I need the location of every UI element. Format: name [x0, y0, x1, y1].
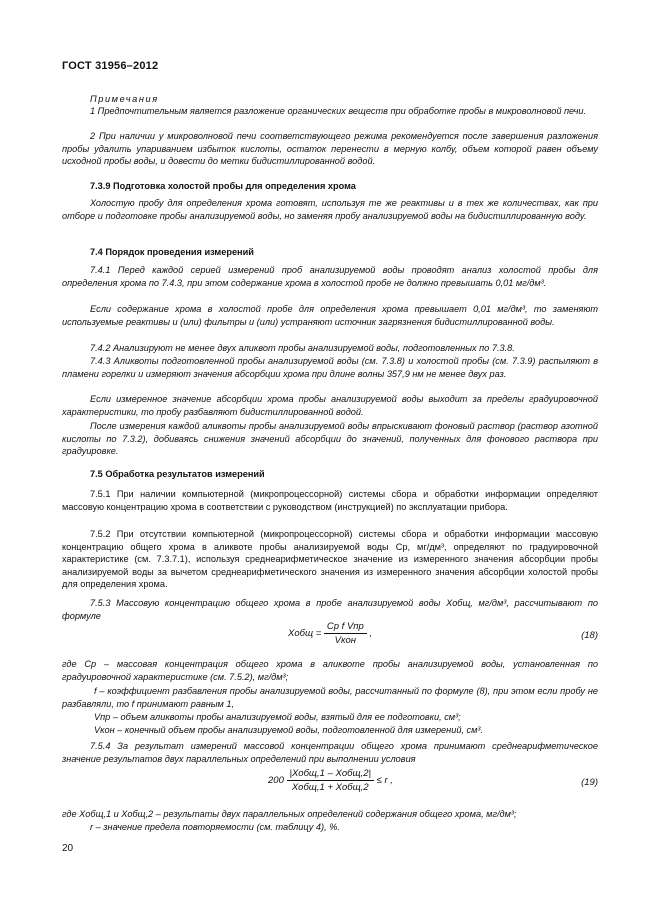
para-742: 7.4.2 Анализируют не менее двух аликвот пробы анализируемой воды, подготовленных по 7.3.8. — [90, 343, 515, 353]
document-header: ГОСТ 31956–2012 — [62, 60, 159, 72]
formula-18-fraction — [324, 621, 367, 646]
formula-19-tail: ≤ r , — [376, 775, 393, 787]
formula-19-numerator: |Xобщ,1 – Xобщ,2| — [287, 768, 374, 781]
where-f: f – коэффициент разбавления пробы анализируемой воды, рассчитанный по формуле (8), при этом если пробу не разбавляли, то f принимают равным 1, — [62, 686, 598, 709]
formula-18-lhs: Xобщ = — [288, 628, 322, 640]
page-number: 20 — [62, 843, 74, 854]
formula-19-number: (19) — [581, 777, 598, 788]
note-2: 2 При наличии у микроволновой печи соответствующего режима рекомендуется после завершения разложения пробы удалить упариванием избыток кислоты, остаток перенести в мерную колбу, объем которой равен объему исходной пробы воды, и довести до метки бидистиллированной водой. — [62, 131, 598, 166]
formula-18-tail: , — [369, 628, 373, 640]
para-743-dilution: Если измеренное значение абсорбции хрома пробы анализируемой воды выходит за пределы градуировочной характеристики, то пробу разбавляют бидистиллированной водой. — [62, 394, 598, 417]
where-r: r – значение предела повторяемости (см. таблицу 4), %. — [90, 822, 340, 832]
para-743-background: После измерения каждой аликвоты пробы анализируемой воды впрыскивают фоновый раствор (раствор азотной кислоты по 7.3.2), добиваясь снижения значений абсорбции до значений, полученных для фонового раствора при градуировке. — [62, 421, 598, 456]
section-75-title: 7.5 Обработка результатов измерений — [90, 469, 265, 479]
formula-18-number: (18) — [581, 630, 598, 641]
para-743: 7.4.3 Аликвоты подготовленной пробы анализируемой воды (см. 7.3.8) и холостой пробы (см. 7.3.9) распыляют в пламени горелки и измеряют значения абсорбции хрома при длине волны 357,9 нм не менее двух раз. — [62, 356, 598, 379]
section-739-title: 7.3.9 Подготовка холостой пробы для определения хрома — [90, 181, 356, 191]
note-1: 1 Предпочтительным является разложение органических веществ при обработке пробы в микроволновой печи. — [90, 106, 587, 116]
formula-19 — [268, 768, 393, 793]
section-739-text: Холостую пробу для определения хрома готовят, используя те же реактивы и в тех же количествах, как при отборе и подготовке пробы анализируемой воды, но заменяя пробу анализируемой воды на бидистиллированную воду. — [62, 198, 598, 221]
section-74-title: 7.4 Порядок проведения измерений — [90, 247, 254, 257]
formula-18-numerator: Cр f Vпр — [324, 621, 367, 634]
para-752: 7.5.2 При отсутствии компьютерной (микропроцессорной) системы сбора и обработки информации массовую концентрацию общего хрома в аликвоте пробы анализируемой воды Cр, мг/дм³, определяют по градуировочной характеристике (см. 7.3.7.1), используя среднеарифметическое значение из измеренного значения абсорбции пробы анализируемой воды за вычетом среднеарифметического значения из измеренного значения абсорбции холостой пробы для определения хрома. — [62, 529, 598, 589]
formula-18-denominator: Vкон — [334, 635, 357, 646]
formula-19-denominator: Xобщ,1 + Xобщ,2 — [291, 782, 369, 793]
para-741: 7.4.1 Перед каждой серией измерений проб анализируемой воды проводят анализ холостой пробы для определения хрома по 7.4.3, при этом содержание хрома в холостой пробе не должно превышать 0,01 мг/дм³. — [62, 265, 598, 288]
where-vkon: Vкон – конечный объем пробы анализируемой воды, подготовленной для измерений, см³. — [94, 725, 484, 735]
formula-19-coefficient: 200 — [268, 775, 284, 787]
para-751: 7.5.1 При наличии компьютерной (микропроцессорной) системы сбора и обработки информации определяют массовую концентрацию хрома в соответствии с руководством (инструкцией) по эксплуатации прибора. — [62, 489, 598, 512]
where-x: где Xобщ,1 и Xобщ,2 – результаты двух параллельных определений содержания общего хрома, мг/дм³; — [62, 809, 517, 819]
formula-19-fraction — [287, 768, 374, 793]
para-741-note: Если содержание хрома в холостой пробе для определения хрома превышает 0,01 мг/дм³, то заменяют используемые реактивы и (или) фильтры и (или) устраняют источник загрязнения бидистиллированной воды. — [62, 304, 598, 327]
notes-title: Примечания — [90, 94, 159, 104]
para-754: 7.5.4 За результат измерений массовой концентрации общего хрома принимают среднеарифметическое значение результатов двух параллельных определений при выполнении условия — [62, 741, 598, 764]
where-cp: где Cр – массовая концентрация общего хрома в аликвоте пробы анализируемой воды, установленная по градуировочной характеристике (см. 7.5.2), мг/дм³; — [62, 659, 598, 682]
para-753: 7.5.3 Массовую концентрацию общего хрома в пробе анализируемой воды Xобщ, мг/дм³, рассчитывают по формуле — [62, 598, 598, 621]
where-vpr: Vпр – объем аликвоты пробы анализируемой воды, взятый для ее подготовки, см³; — [94, 712, 461, 722]
formula-18 — [288, 621, 372, 646]
